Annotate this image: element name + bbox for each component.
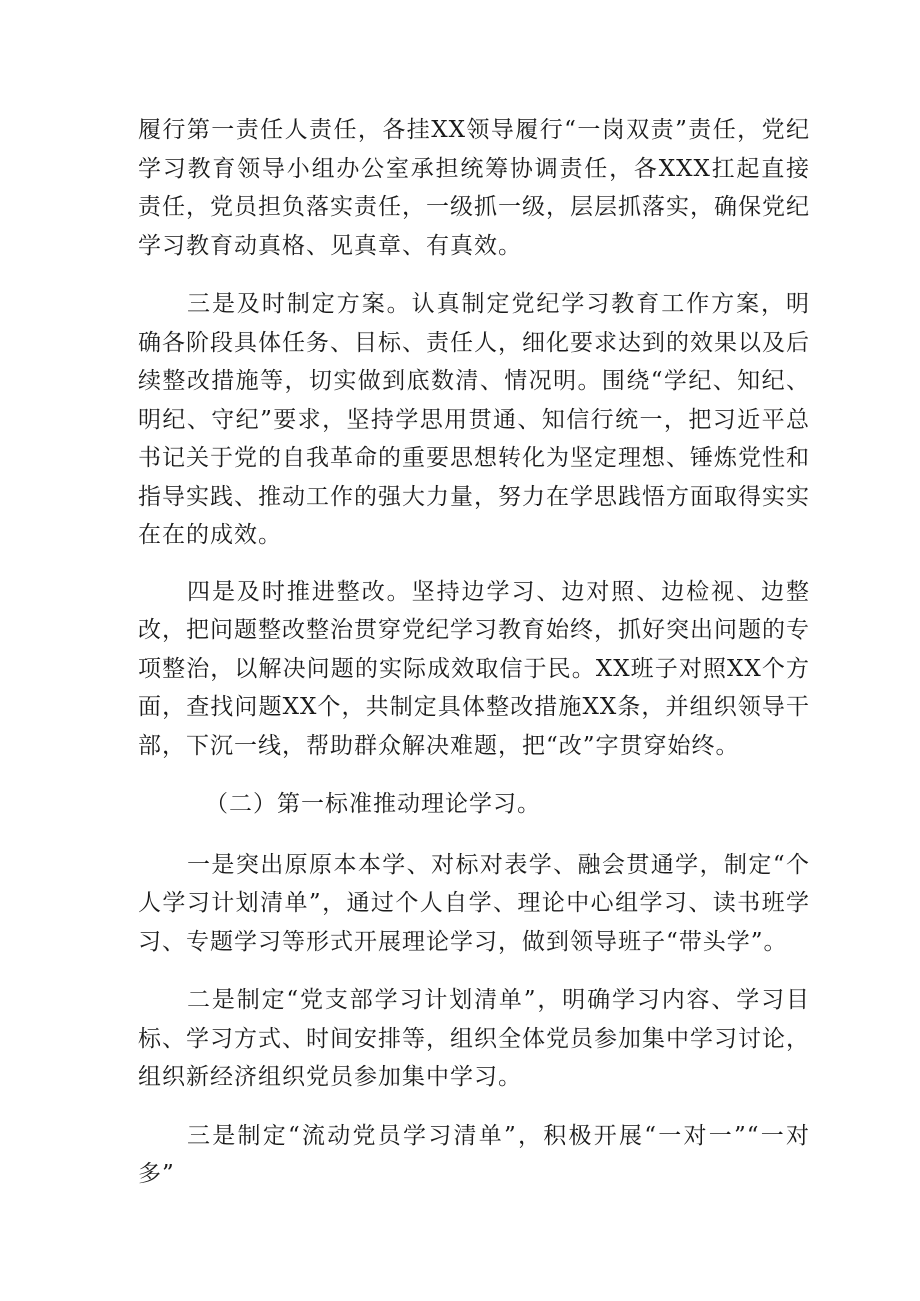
paragraph-responsibility-continuation: 履行第一责任人责任，各挂XX领导履行“一岗双责”责任，党纪学习教育领导小组办公室承担统筹协调责任，各XXX扛起直接责任，党员担负落实责任，一级抓一级，层层抓落实，确保党纪学习教育动真格、见真章、有真效。: [138, 117, 810, 259]
paragraph-promote-rectification: 四是及时推进整改。坚持边学习、边对照、边检视、边整改，把问题整改整治贯穿党纪学习教育始终，抓好突出问题的专项整治，以解决问题的实际成效取信于民。XX班子对照XX个方面，查找问题XX个，共制定具体整改措施XX条，并组织领导干部，下沉一线，帮助群众解决难题，把“改”字贯穿始终。: [138, 578, 810, 759]
paragraph-formulate-plan: 三是及时制定方案。认真制定党纪学习教育工作方案，明确各阶段具体任务、目标、责任人，细化要求达到的效果以及后续整改措施等，切实做到底数清、情况明。围绕“学纪、知纪、明纪、守纪”要求，坚持学思用贯通、知信行统一，把习近平总书记关于党的自我革命的重要思想转化为坚定理想、锤炼党性和指导实践、推动工作的强大力量，努力在学思践悟方面取得实实在在的成效。: [138, 291, 810, 548]
section-heading-theory-study: （二）第一标准推动理论学习。: [205, 791, 541, 817]
paragraph-branch-study-plan: 二是制定“党支部学习计划清单”，明确学习内容、学习目标、学习方式、时间安排等，组织全体党员参加集中学习讨论，组织新经济组织党员参加集中学习。: [138, 987, 810, 1090]
paragraph-mobile-member-study-plan: 三是制定“流动党员学习清单”，积极开展“一对一”“一对多”: [138, 1122, 810, 1187]
paragraph-personal-study-plan: 一是突出原原本本学、对标对表学、融会贯通学，制定“个人学习计划清单”，通过个人自学、理论中心组学习、读书班学习、专题学习等形式开展理论学习，做到领导班子“带头学”。: [138, 851, 810, 955]
